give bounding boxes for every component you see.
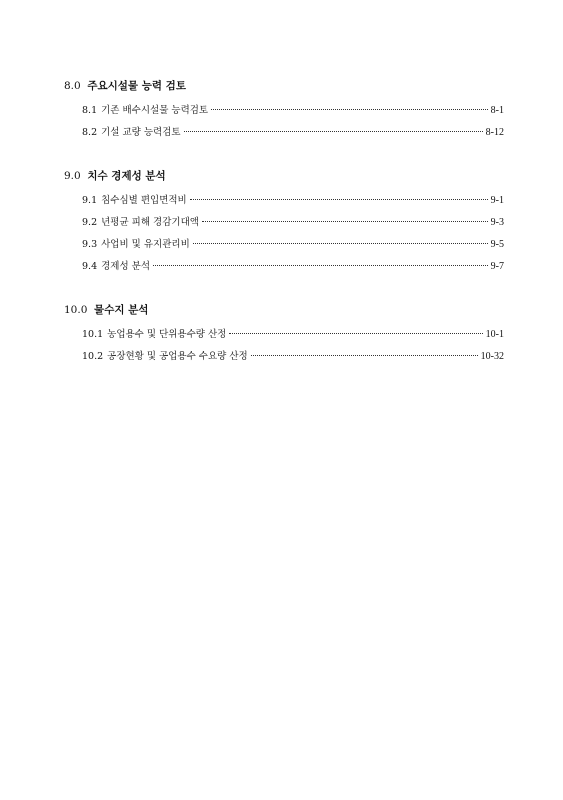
entry-number: 10.1 [82,329,104,340]
entry-number: 8.2 [82,127,98,138]
entry-label [82,122,181,144]
entry-title: 년평균 피해 경감기대액 [101,217,199,228]
toc-entry[interactable] [82,256,504,278]
entry-title: 공장현황 및 공업용수 수요량 산정 [107,351,248,362]
section-number: 9.0 [64,170,81,182]
entry-page: 9-5 [490,239,504,250]
dot-leader [211,109,488,110]
toc-entry[interactable] [82,100,504,122]
entry-title: 경제성 분석 [101,261,151,272]
entry-title: 침수심별 편입면적비 [101,195,187,206]
entry-title: 기설 교량 능력검토 [101,127,181,138]
toc-section-10 [64,300,504,368]
toc-entry[interactable] [82,346,504,368]
entry-number: 9.2 [82,217,98,228]
entry-label [82,346,248,368]
entry-number: 9.3 [82,239,98,250]
toc-section-9 [64,166,504,278]
toc-entry[interactable] [82,212,504,234]
entry-label [82,234,190,256]
entry-page: 9-3 [490,217,504,228]
entry-page: 8-1 [490,105,504,116]
entry-label [82,324,226,346]
section-heading [64,166,504,186]
entry-number: 9.1 [82,195,98,206]
dot-leader [153,265,488,266]
entry-number: 9.4 [82,261,98,272]
entry-page: 8-12 [485,127,504,138]
dot-leader [190,199,488,200]
entry-number: 10.2 [82,351,104,362]
toc-entry[interactable] [82,122,504,144]
section-number: 8.0 [64,80,81,92]
table-of-contents [64,76,504,390]
section-heading [64,300,504,320]
dot-leader [251,355,478,356]
entry-label [82,212,199,234]
entry-number: 8.1 [82,105,98,116]
section-title: 주요시설물 능력 검토 [87,80,186,92]
toc-entry[interactable] [82,324,504,346]
entry-title: 농업용수 및 단위용수량 산정 [107,329,227,340]
toc-entry[interactable] [82,190,504,212]
dot-leader [202,221,488,222]
entry-title: 사업비 및 유지관리비 [101,239,190,250]
entry-title: 기존 배수시설물 능력검토 [101,105,209,116]
dot-leader [184,131,483,132]
entry-page: 9-1 [490,195,504,206]
dot-leader [193,243,488,244]
entry-page: 10-1 [485,329,504,340]
entry-label [82,100,208,122]
dot-leader [229,333,482,334]
section-number: 10.0 [64,304,88,316]
entry-label [82,190,187,212]
entry-label [82,256,150,278]
section-title: 물수지 분석 [94,304,149,316]
toc-section-8 [64,76,504,144]
section-title: 치수 경제성 분석 [87,170,166,182]
entry-page: 10-32 [480,351,504,362]
toc-entry[interactable] [82,234,504,256]
section-heading [64,76,504,96]
entry-page: 9-7 [490,261,504,272]
